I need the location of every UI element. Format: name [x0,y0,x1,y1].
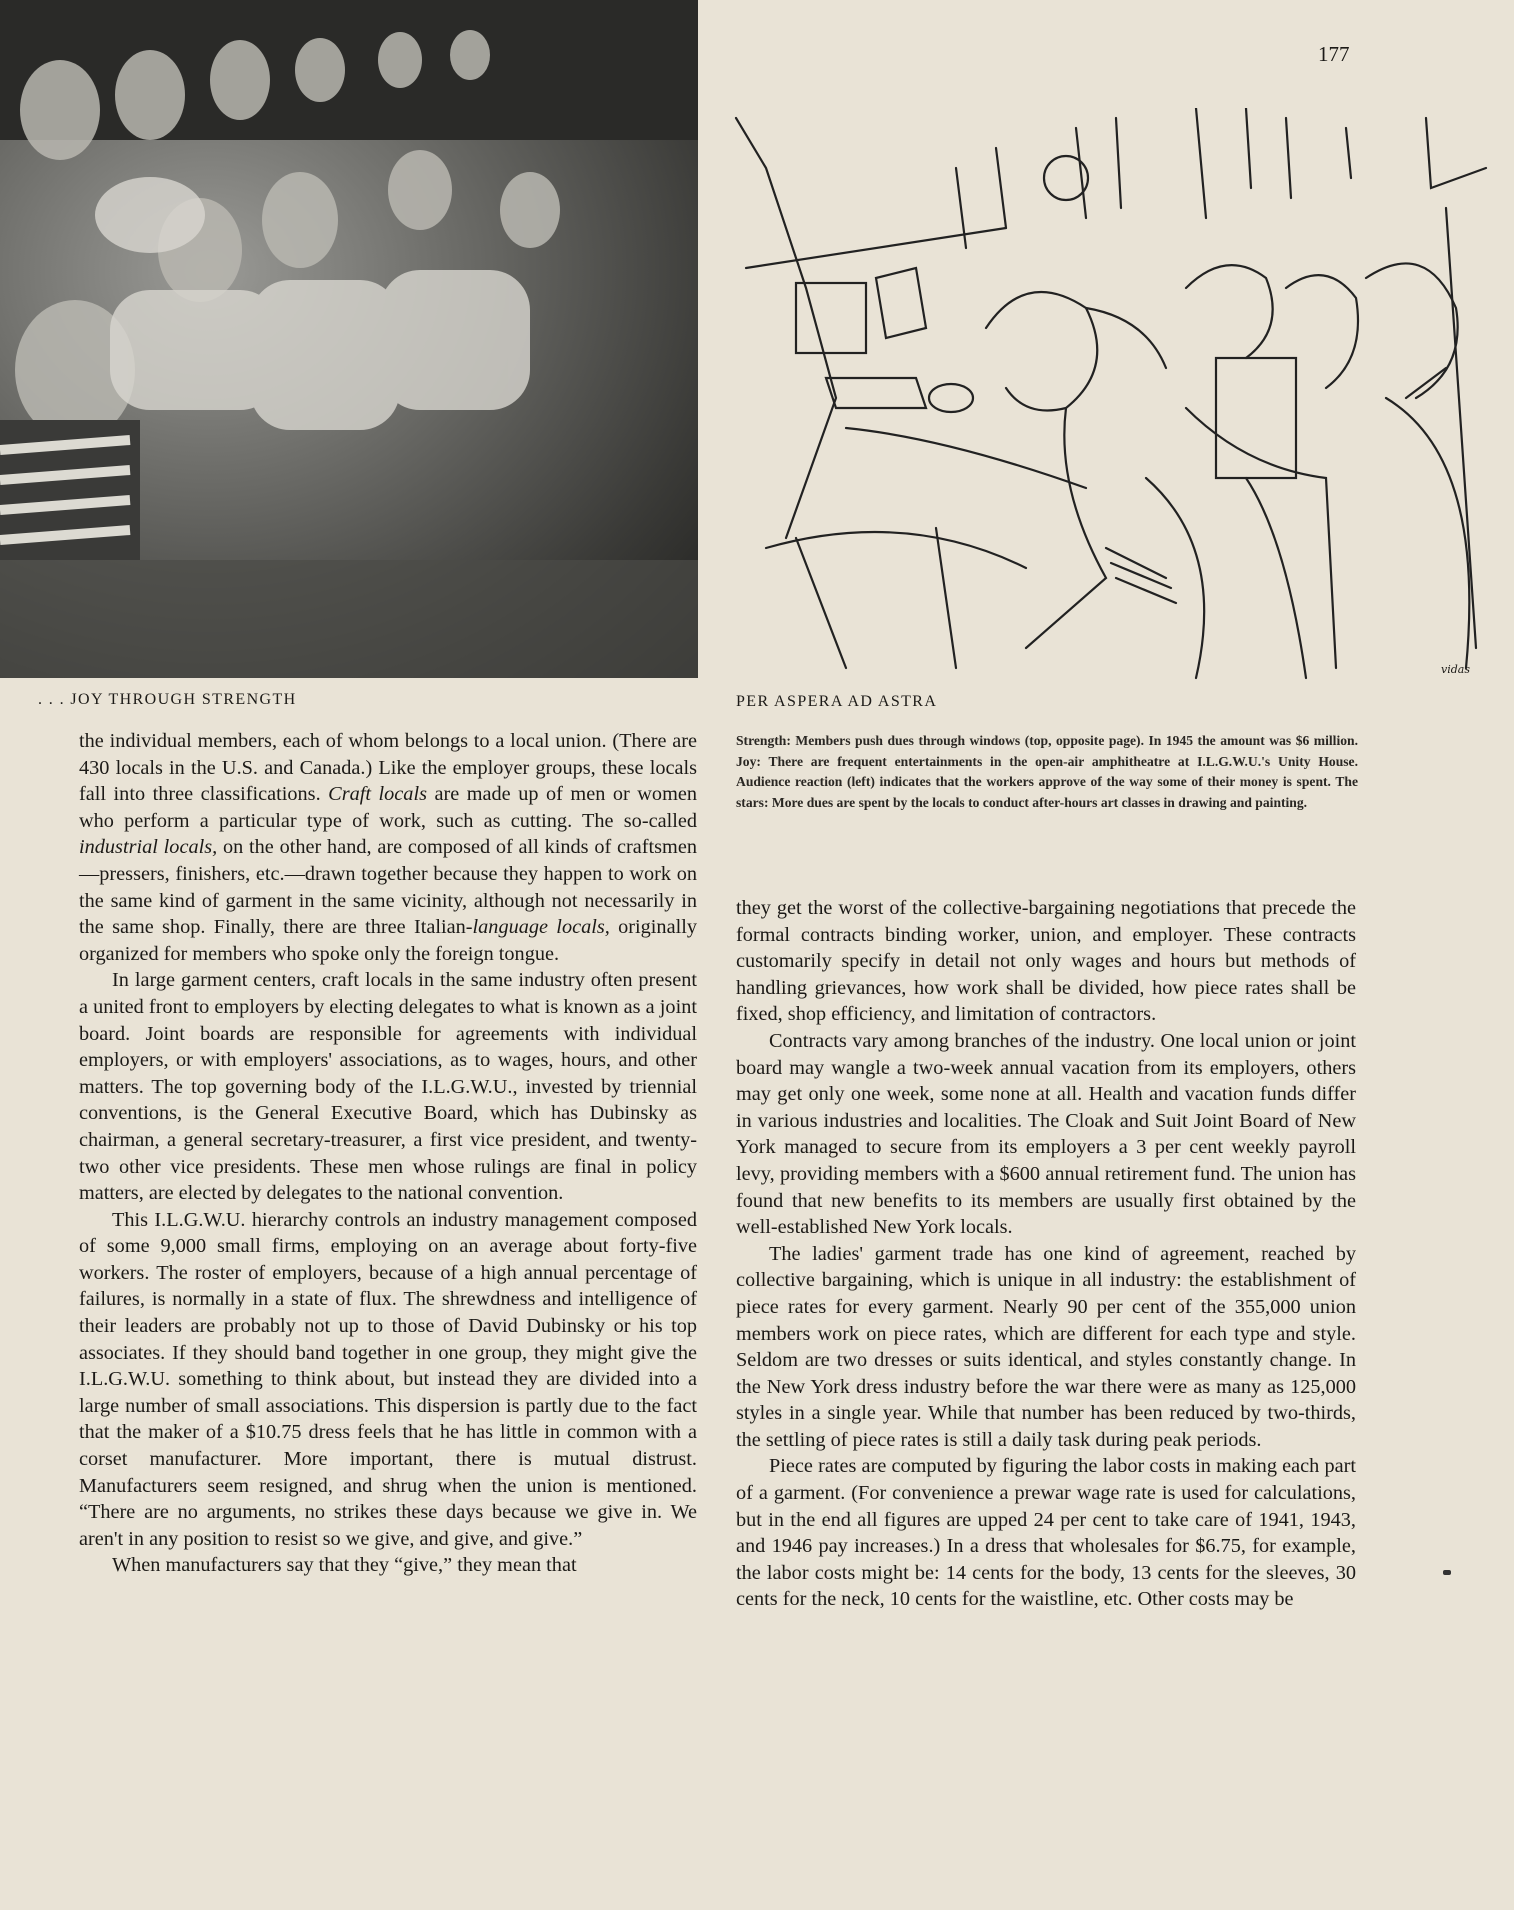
text-run: are made up of men or women who perform a particular type of work, such as cutting. The so-called [79,783,697,832]
paragraph [736,1241,1356,1454]
left-caption-title: . . . JOY THROUGH STRENGTH [38,691,297,708]
print-speck [1443,1570,1451,1575]
text-run: When manufacturers say that they “give,” they mean that [112,1554,577,1577]
text-run: they get the worst of the collective-bargaining negotiations that precede the formal contracts binding worker, union, and employer. These contracts customarily specify in detail not only wages and hours but methods of handling grievances, how work shall be divided, how piece rates shall be fixed, shop efficiency, and limitation of contractors. [736,897,1356,1026]
italic-term: Craft locals [328,783,427,806]
italic-term: language locals, [472,916,610,939]
text-run: This I.L.G.W.U. hierarchy controls an industry management composed of some 9,000 small firms, employing on an average about forty-five workers. The roster of employers, because of a high annual percentage of failures, is normally in a state of flux. The shrewdness and intelligence of their leaders are probably not up to those of David Dubinsky or his top associates. If they should band together in one group, they might give the I.L.G.W.U. something to think about, but instead they are divided into a large number of small associations. This dispersion is partly due to the fact that the maker of a $10.75 dress feels that he has little in common with a corset manufacturer. More important, there is mutual distrust. Manufacturers seem resigned, and shrug when the union is mentioned. “There are no arguments, no strikes these days because we give in. We aren't in any position to resist so we give, and give, and give.” [79,1208,697,1550]
text-run: the individual members, each of whom belongs to a local union. (There are 430 locals in the U.S. and Canada.) Like the employer groups, these locals fall into three classifications. [79,730,697,806]
paragraph [79,1552,697,1579]
paragraph [79,728,697,967]
paragraph [79,967,697,1206]
text-run: on the other hand, are composed of all kinds of craftsmen—pressers, finishers, etc.—drawn together because they happen to work on the same kind of garment in the same vicinity, although not necessarily in the same shop. Finally, there are three Italian- [79,836,697,939]
text-run: In large garment centers, craft locals in the same industry often present a united front to employers by electing delegates to what is known as a joint board. Joint boards are responsible for agreements with individual employers, or with employers' associations, as to wages, hours, and other matters. The top governing body of the I.L.G.W.U., invested by triennial conventions, is the General Executive Board, which has Dubinsky as chairman, a general secretary-treasurer, a first vice president, and twenty-two other vice presidents. These men whose rulings are final in policy matters, are elected by delegates to the national convention. [79,969,697,1205]
right-text-column [736,895,1356,1613]
audience-photo [0,0,698,678]
paragraph [79,1207,697,1553]
text-run: Piece rates are computed by figuring the labor costs in making each part of a garment. (For convenience a prewar wage rate is used for calculations, but in the end all figures are upped 24 per cent to take care of 1941, 1943, and 1946 pay increases.) In a dress that wholesales for $6.75, for example, the labor costs might be: 14 cents for the body, 13 cents for the sleeves, 30 cents for the neck, 10 cents for the waistline, etc. Other costs may be [736,1455,1356,1611]
italic-term: industrial locals, [79,836,218,859]
art-class-drawing [726,108,1496,683]
text-run: originally organized for members who spoke only the foreign tongue. [79,916,697,965]
paragraph [736,1028,1356,1241]
right-caption-title: PER ASPERA AD ASTRA [736,693,938,710]
paragraph [736,1453,1356,1613]
paragraph [736,895,1356,1028]
photo-caption: Strength: Members push dues through windows (top, opposite page). In 1945 the amount was $6 million. Joy: There are frequent entertainments in the open-air amphitheatre at I.L.G.W.U.'s Unity House. Audience reaction (left) indicates that the workers approve of the way some of their money is spent. The stars: More dues are spent by the locals to conduct after-hours art classes in drawing and painting. [736,733,1358,810]
left-text-column [79,728,697,1579]
page-number: 177 [1318,42,1350,66]
artist-signature: vidas [1441,663,1470,676]
text-run: Contracts vary among branches of the industry. One local union or joint board may wangle a two-week annual vacation from its employers, others may get only one week, some none at all. Health and vacation funds differ in various industries and localities. The Cloak and Suit Joint Board of New York managed to secure from its employers a 3 per cent weekly payroll levy, providing members with a $600 annual retirement fund. The union has found that new benefits to its members are usually first obtained by the well-established New York locals. [736,1029,1356,1239]
text-run: The ladies' garment trade has one kind of agreement, reached by collective bargaining, which is unique in all industry: the establishment of piece rates for every garment. Nearly 90 per cent of the 355,000 union members work on piece rates, which are different for each type and style. Seldom are two dresses or suits identical, and styles constantly change. In the New York dress industry before the war there were as many as 125,000 styles in a single year. While that number has been reduced by two-thirds, the settling of piece rates is still a daily task during peak periods. [736,1242,1356,1451]
